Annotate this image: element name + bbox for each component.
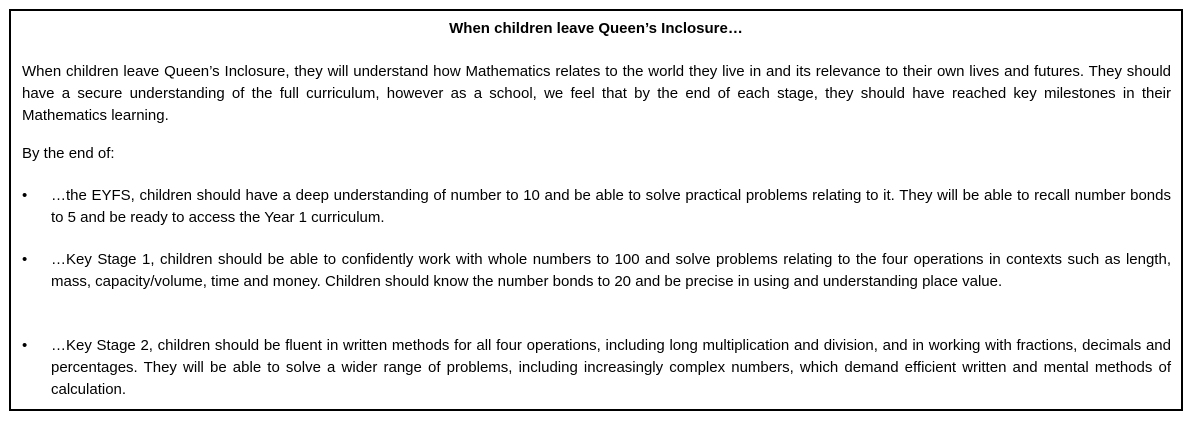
list-item-text: …the EYFS, children should have a deep understanding of number to 10 and be able to solve practical problems relating to it. They will be able to recall number bonds to 5 and be ready to access the Year 1 curriculum. bbox=[51, 187, 1171, 226]
bullet-icon: • bbox=[22, 187, 28, 204]
by-the-end-label: By the end of: bbox=[22, 145, 115, 162]
bullet-icon: • bbox=[22, 251, 28, 268]
intro-paragraph: When children leave Queen’s Inclosure, they will understand how Mathematics relates to the world they live in and its relevance to their own lives and futures. They should have a secure understanding of the full curriculum, however as a school, we feel that by the end of each stage, they should have reached key milestones in their Mathematics learning. bbox=[22, 63, 1171, 124]
bullet-icon: • bbox=[22, 337, 28, 354]
list-item-text: …Key Stage 2, children should be fluent in written methods for all four operations, including long multiplication and division, and in working with fractions, decimals and percentages. They will be able to solve a wider range of problems, including increasingly complex numbers, which demand efficient written and mental methods of calculation. bbox=[51, 337, 1171, 398]
document-title: When children leave Queen’s Inclosure… bbox=[449, 20, 743, 37]
document-box bbox=[9, 9, 1183, 411]
list-item-text: …Key Stage 1, children should be able to confidently work with whole numbers to 100 and solve problems relating to the four operations in contexts such as length, mass, capacity/volume, time and money. Children should know the number bonds to 20 and be precise in using and understanding place value. bbox=[51, 251, 1171, 290]
